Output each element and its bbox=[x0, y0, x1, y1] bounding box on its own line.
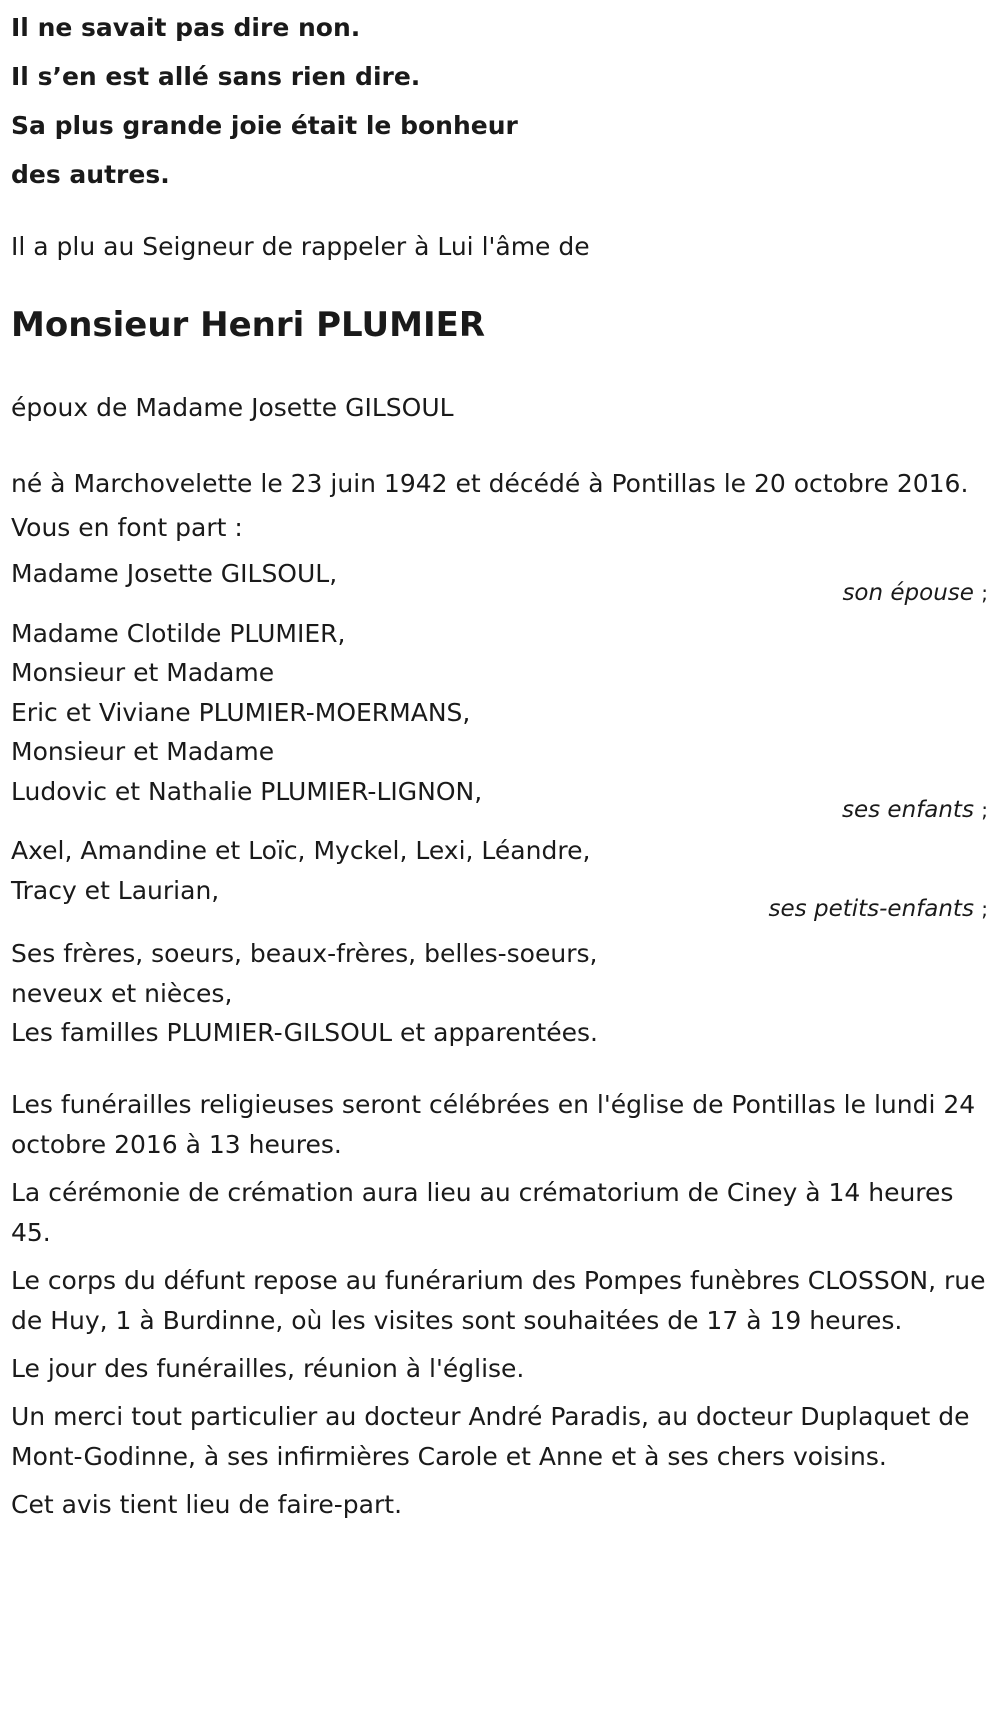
family-member-line: neveux et nièces, bbox=[11, 978, 233, 1008]
epigraph-line: Sa plus grande joie était le bonheur bbox=[11, 111, 518, 140]
family-member-line: Ses frères, soeurs, beaux-frères, belles-soeurs, bbox=[11, 939, 598, 968]
epigraph bbox=[11, 0, 988, 199]
family-member-line: Les familles PLUMIER-GILSOUL et apparentées. bbox=[11, 1018, 598, 1047]
deceased-name: Monsieur Henri PLUMIER bbox=[11, 305, 486, 345]
family-member-line: Madame Josette GILSOUL, bbox=[11, 559, 338, 588]
birth-death-text: né à Marchovelette le 23 juin 1942 et décédé à Pontillas le 20 octobre 2016. bbox=[11, 469, 969, 498]
meeting-info: Le jour des funérailles, réunion à l'église. bbox=[11, 1353, 525, 1383]
funerarium-info: Le corps du défunt repose au funérarium des Pompes funèbres CLOSSON, rue de Huy, 1 à Burdinne, où les visites sont souhaitées de 17 à 19 heures. bbox=[11, 1265, 986, 1335]
epigraph-line: Il s’en est allé sans rien dire. bbox=[11, 62, 421, 91]
spouse-line: époux de Madame Josette GILSOUL bbox=[11, 393, 454, 422]
family-member-line: Eric et Viviane PLUMIER-MOERMANS, bbox=[11, 697, 471, 727]
family-member-line: Monsieur et Madame bbox=[11, 737, 275, 766]
family-member-line: Tracy et Laurian, bbox=[11, 875, 220, 905]
relationship-label: son épouse ; bbox=[842, 579, 988, 606]
family-member-line: Axel, Amandine et Loïc, Myckel, Lexi, Léandre, bbox=[11, 836, 591, 865]
thanks-text: Un merci tout particulier au docteur André Paradis, au docteur Duplaquet de Mont-Godinne, à ses infirmières Carole et Anne et à ses chers voisins. bbox=[11, 1401, 970, 1471]
family-group-spouse bbox=[11, 554, 988, 608]
family-member-line: Madame Clotilde PLUMIER, bbox=[11, 618, 346, 648]
epigraph-line: des autres. bbox=[11, 160, 170, 189]
extended-family bbox=[11, 934, 988, 1053]
relationship-label: ses enfants ; bbox=[842, 797, 988, 823]
family-group-children bbox=[11, 614, 988, 826]
relationship-label: ses petits-enfants ; bbox=[768, 896, 988, 922]
family-member-line: Ludovic et Nathalie PLUMIER-LIGNON, bbox=[11, 776, 483, 806]
cremation-info: La cérémonie de crémation aura lieu au crématorium de Ciney à 14 heures 45. bbox=[11, 1177, 954, 1247]
family-member-line: Monsieur et Madame bbox=[11, 658, 275, 687]
intro-text: Il a plu au Seigneur de rappeler à Lui l'âme de bbox=[11, 232, 590, 261]
family-group-grandchildren bbox=[11, 831, 988, 924]
closing-text: Cet avis tient lieu de faire-part. bbox=[11, 1489, 403, 1519]
announce-text: Vous en font part : bbox=[11, 513, 243, 542]
funeral-info: Les funérailles religieuses seront célébrées en l'église de Pontillas le lundi 24 octobre 2016 à 13 heures. bbox=[11, 1089, 976, 1159]
epigraph-line: Il ne savait pas dire non. bbox=[11, 13, 361, 42]
